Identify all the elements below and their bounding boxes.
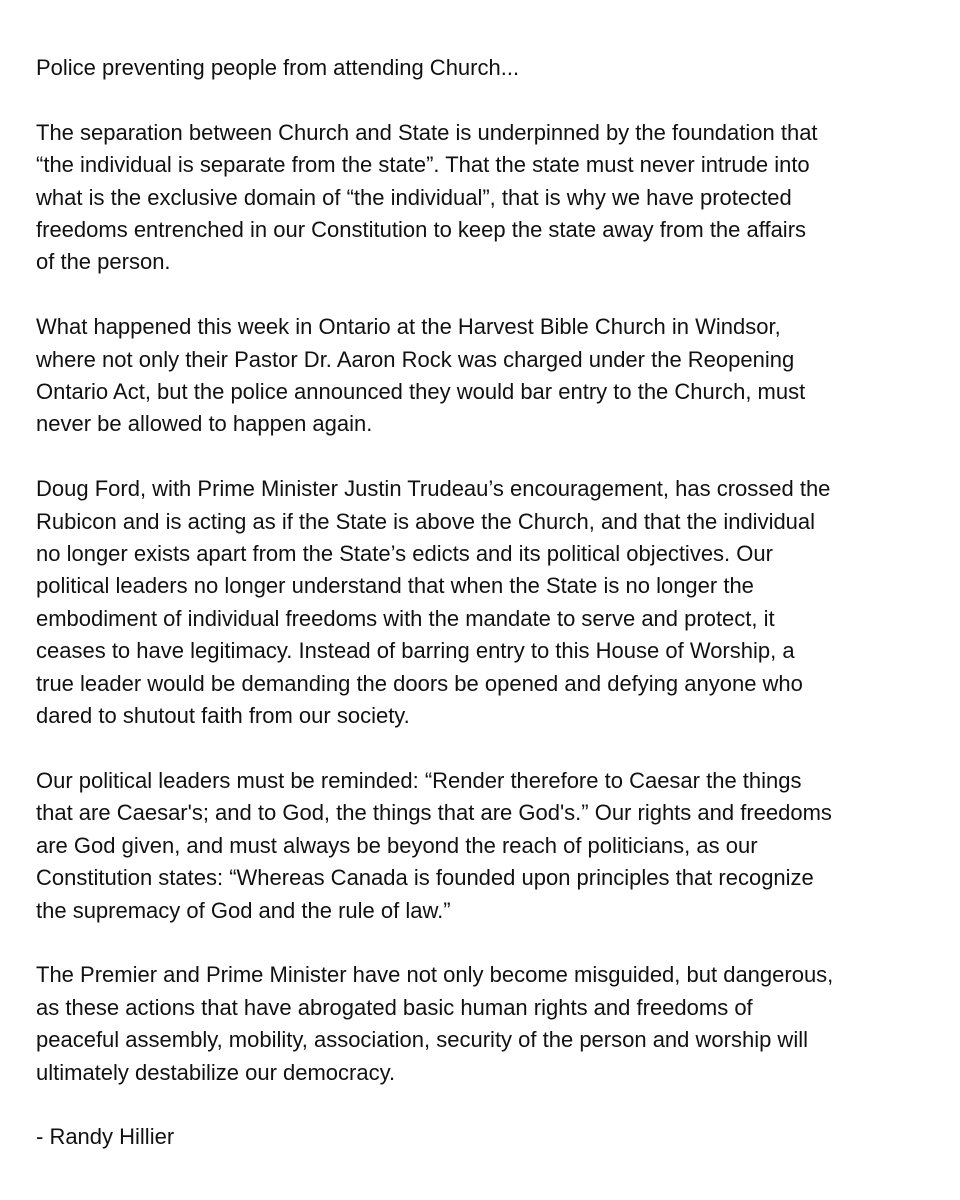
- paragraph-harvest-bible-church: What happened this week in Ontario at the Harvest Bible Church in Windsor, where not only their Pastor Dr. Aaron Rock was charged under the Reopening Ontario Act, but the police announced they would bar entry to the Church, must never be allowed to happen again.: [36, 314, 806, 437]
- signature-line: - Randy Hillier: [36, 1124, 175, 1150]
- paragraph-separation-church-state: The separation between Church and State is underpinned by the foundation that “the individual is separate from the state”. That the state must never intrude into what is the exclusive domain of “the individual”, that is why we have protected freedoms entrenched in our Constitution to keep the state away from the affairs of the person.: [36, 119, 818, 275]
- paragraph-render-unto-caesar: Our political leaders must be reminded: “Render therefore to Caesar the things that are Caesar's; and to God, the things that are God's.” Our rights and freedoms are God given, and must always be beyond the reach of politicians, as our Constitution states: “Whereas Canada is founded upon principles that recognize the supremacy of God and the rule of law.”: [36, 767, 832, 923]
- statement-document: [36, 52, 926, 1186]
- paragraph-premier-prime-minister: The Premier and Prime Minister have not only become misguided, but dangerous, as these actions that have abrogated basic human rights and freedoms of peaceful assembly, mobility, association, security of the person and worship will ultimately destabilize our democracy.: [36, 962, 834, 1085]
- paragraph-headline: Police preventing people from attending Church...: [36, 55, 520, 80]
- paragraph-doug-ford: Doug Ford, with Prime Minister Justin Trudeau’s encouragement, has crossed the Rubicon and is acting as if the State is above the Church, and that the individual no longer exists apart from the State’s edicts and its political objectives. Our political leaders no longer understand that when the State is no longer the embodiment of individual freedoms with the mandate to serve and protect, it ceases to have legitimacy. Instead of barring entry to this House of Worship, a true leader would be demanding the doors be opened and defying anyone who dared to shutout faith from our society.: [36, 476, 831, 729]
